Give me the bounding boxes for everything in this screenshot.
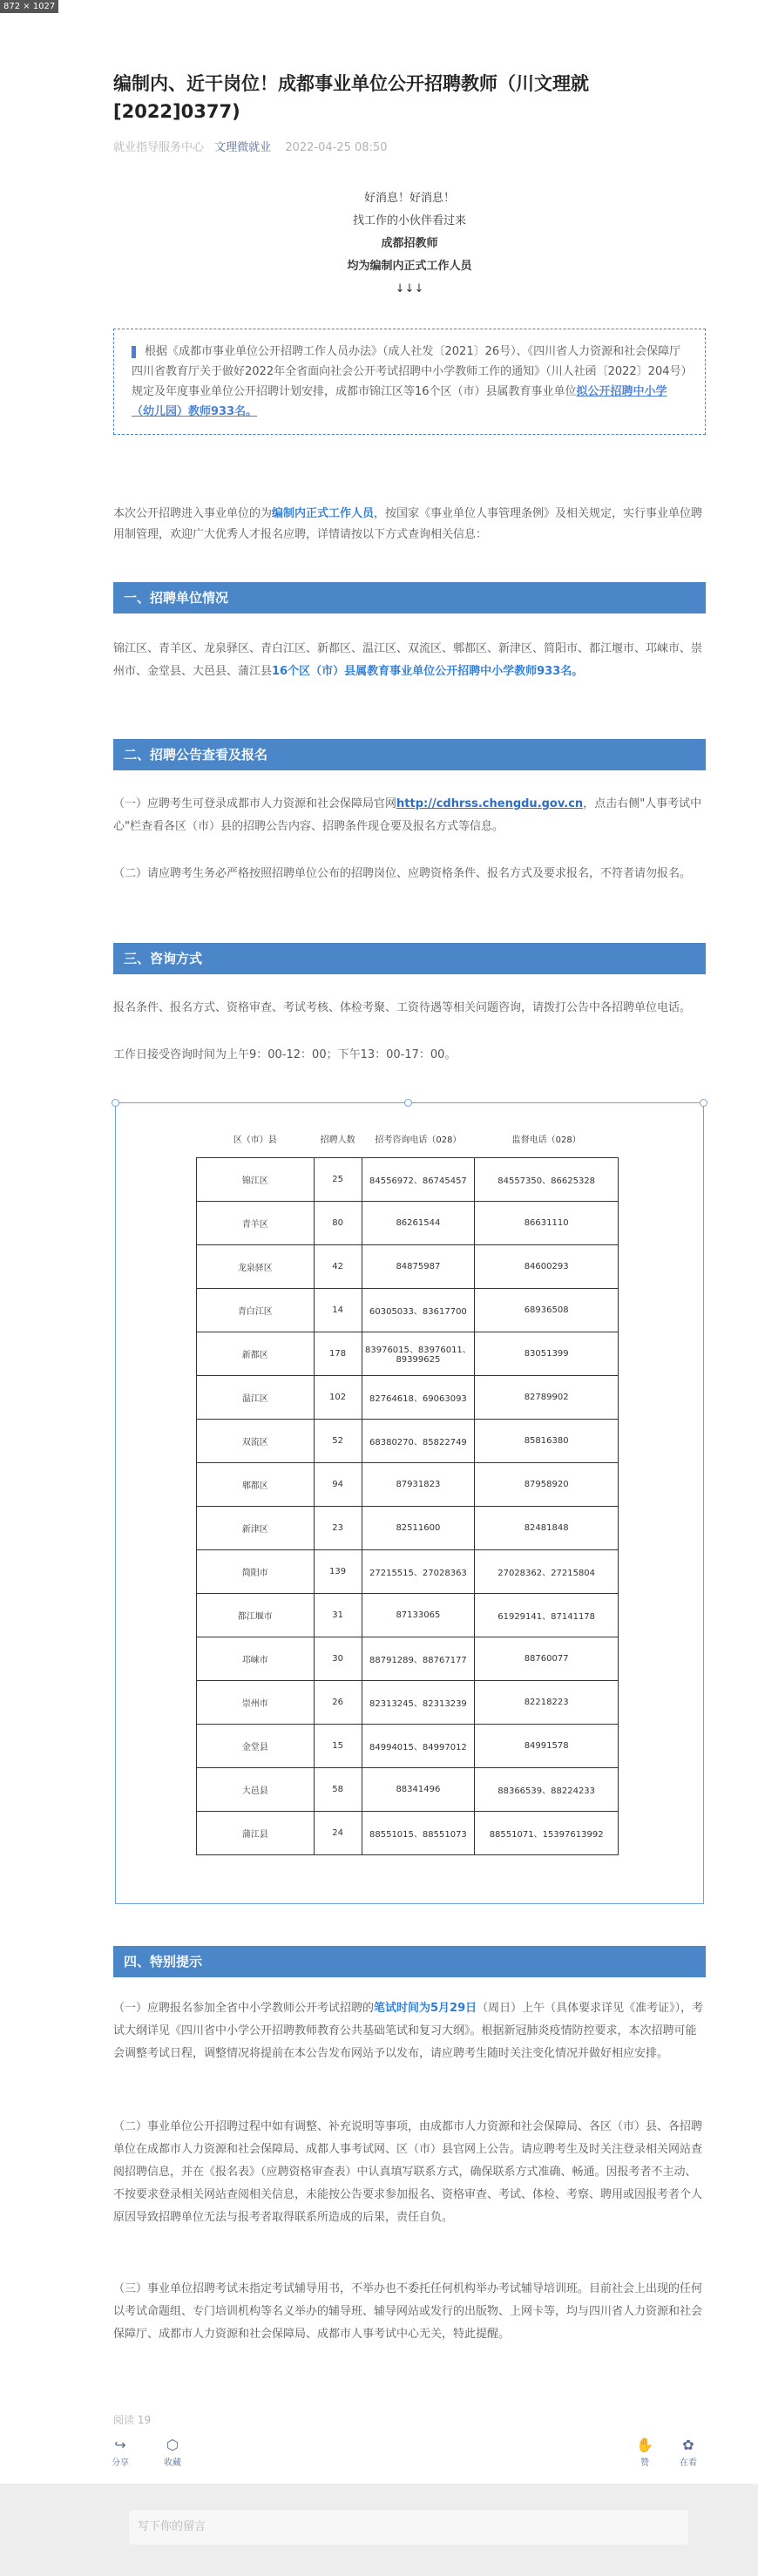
hrss-website-link[interactable]: http://cdhrss.chengdu.gov.cn: [396, 797, 584, 810]
table-cell: 84991578: [475, 1724, 619, 1767]
section-heading-2: 二、招聘公告查看及报名: [113, 739, 706, 770]
notice-box: [113, 329, 706, 435]
table-row: [197, 1157, 619, 1201]
share-action[interactable]: [112, 2437, 129, 2468]
table-cell: 88341496: [362, 1767, 475, 1811]
flower-icon: ✿: [682, 2437, 694, 2453]
body-intro-text-rest: ，按国家《事业单位人事管理条例》及相关规定，实行事业单位聘用制管理，欢迎广大优秀人才报名应聘，详情请按以下方式查询相关信息：: [113, 507, 703, 541]
share-icon: ↪: [114, 2437, 126, 2453]
table-row: [197, 1462, 619, 1506]
intro-line: 成都招教师: [381, 237, 438, 250]
table-cell: 26: [314, 1680, 362, 1724]
table-cell: 27215515、27028363: [362, 1549, 475, 1593]
table-row: [197, 1593, 619, 1637]
table-cell: 178: [314, 1332, 362, 1375]
table-cell: 温江区: [197, 1375, 315, 1419]
table-cell: 88760077: [475, 1637, 619, 1680]
table-cell: 青羊区: [197, 1201, 315, 1244]
table-cell: 88551015、88551073: [362, 1811, 475, 1854]
favorite-action[interactable]: [164, 2437, 181, 2468]
table-cell: 85816380: [475, 1419, 619, 1462]
table-cell: 82789902: [475, 1375, 619, 1419]
section-3-p2: 工作日接受咨询时间为上午9：00-12：00；下午13：00-17：00。: [113, 1048, 457, 1061]
body-intro-text: 本次公开招聘进入事业单位的为: [113, 507, 273, 520]
table-row: [197, 1419, 619, 1462]
table-row: [197, 1680, 619, 1724]
section-2-p1-text-rest: ，点击右侧"人事考试中心"栏查看各区（市）县的招聘公告内容、招聘条件现仓要及报名方式等信息。: [113, 797, 702, 833]
table-cell: 大邑县: [197, 1767, 315, 1811]
screen-size-label: 872 × 1027: [0, 0, 58, 13]
section-2-p1: [113, 793, 706, 838]
table-cell: 82764618、69063093: [362, 1375, 475, 1419]
table-cell: 金堂县: [197, 1724, 315, 1767]
table-cell: 30: [314, 1637, 362, 1680]
table-cell: 58: [314, 1767, 362, 1811]
table-cell: 86631110: [475, 1201, 619, 1244]
table-cell: 锦江区: [197, 1157, 315, 1201]
table-cell: 61929141、87141178: [475, 1593, 619, 1637]
table-cell: 94: [314, 1462, 362, 1506]
table-header-cell: 监督电话（028）: [475, 1121, 619, 1157]
table-cell: 新津区: [197, 1506, 315, 1549]
frame-corner-handle: [700, 1099, 707, 1107]
table-cell: 15: [314, 1724, 362, 1767]
table-header-cell: 招聘人数: [314, 1121, 362, 1157]
table-cell: 84875987: [362, 1244, 475, 1288]
table-cell: 龙泉驿区: [197, 1244, 315, 1288]
table-row: [197, 1637, 619, 1680]
table-row: [197, 1506, 619, 1549]
table-header-cell: 区（市）县: [197, 1121, 315, 1157]
body-intro-highlight: 编制内正式工作人员: [272, 507, 375, 520]
table-row: [197, 1724, 619, 1767]
table-cell: 23: [314, 1506, 362, 1549]
contact-table-frame: [115, 1102, 704, 1904]
frame-corner-handle: [404, 1099, 412, 1107]
table-cell: 84556972、86745457: [362, 1157, 475, 1201]
table-cell: 82511600: [362, 1506, 475, 1549]
table-row: [197, 1549, 619, 1593]
table-cell: 87133065: [362, 1593, 475, 1637]
table-cell: 简阳市: [197, 1549, 315, 1593]
table-header-row: [197, 1121, 619, 1157]
notice-highlight: 拟公开招聘中小学（幼儿园）教师933名。: [132, 385, 667, 418]
table-cell: 蒲江县: [197, 1811, 315, 1854]
thumbs-up-icon: ✋: [636, 2437, 653, 2453]
table-cell: 82218223: [475, 1680, 619, 1724]
notice-bar-icon: [132, 346, 136, 358]
table-cell: 84557350、86625328: [475, 1157, 619, 1201]
table-cell: 崇州市: [197, 1680, 315, 1724]
table-cell: 双流区: [197, 1419, 315, 1462]
table-cell: 68936508: [475, 1288, 619, 1332]
table-cell: 88366539、88224233: [475, 1767, 619, 1811]
section-4-p1-text: （一）应聘报名参加全省中小学教师公开考试招聘的: [113, 2002, 375, 2015]
intro-block: [113, 187, 706, 301]
table-cell: 83976015、83976011、89399625: [362, 1332, 475, 1375]
intro-line: 找工作的小伙伴看过来: [352, 214, 466, 227]
table-cell: 都江堰市: [197, 1593, 315, 1637]
table-cell: 25: [314, 1157, 362, 1201]
table-row: [197, 1375, 619, 1419]
comment-input[interactable]: 写下你的留言: [129, 2510, 688, 2545]
article-title: 编制内、近干岗位！成都事业单位公开招聘教师（川文理就[2022]0377): [113, 73, 589, 122]
table-cell: 27028362、27215804: [475, 1549, 619, 1593]
notice-text: 根据《成都市事业单位公开招聘工作人员办法》（成人社发〔2021〕26号）、《四川省人力资源和社会保障厅四川省教育厅关于做好2022年全省面向社会公开考试招聘中小学教师工作的通知》（川人社函〔2022〕204号）规定及年度事业单位公开招聘计划安排，成都市锦江区等16个区（市）县属教育事业单位: [132, 345, 687, 398]
contact-table: [196, 1121, 619, 1855]
section-3-p1: 报名条件、报名方式、资格审查、考试考核、体检考聚、工资待遇等相关问题咨询，请拨打公告中各招聘单位电话。: [113, 1001, 692, 1014]
table-cell: 84600293: [475, 1244, 619, 1288]
table-row: [197, 1244, 619, 1288]
table-cell: 24: [314, 1811, 362, 1854]
table-cell: 139: [314, 1549, 362, 1593]
section-4-p1-text-rest: （周日）上午（具体要求详见《准考证》），考试大纲详见《四川省中小学公开招聘教师教育公共基础笔试和复习大纲》。根据新冠肺炎疫情防控要求，本次招聘可能会调整考试日程，调整情况将提前在本公告发布网站予以发布，请应聘考生随时关注变化情况并做好相应安排。: [113, 2002, 704, 2060]
section-2-p1-text: （一）应聘考生可登录成都市人力资源和社会保障局官网: [113, 797, 397, 810]
section-4-p2: （二）事业单位公开招聘过程中如有调整、补充说明等事项，由成都市人力资源和社会保障局、各区（市）县、各招聘单位在成都市人力资源和社会保障局、成都人事考试网、区（市）县官网上公告。请应聘考生及时关注登录相关网站查阅招聘信息，并在《报名表》（应聘资格审查表）中认真填写联系方式，确保联系方式准确、畅通。因报考者不主动、不按要求登录相关网站查阅相关信息，未能按公告要求参加报名、资格审查、考试、体检、考察、聘用或因报考者个人原因导致招聘单位无法与报考者取得联系所造成的后果，责任自负。: [113, 2120, 703, 2224]
table-row: [197, 1811, 619, 1854]
cube-icon: ⬡: [166, 2437, 179, 2453]
publish-date: 2022-04-25 08:50: [285, 141, 388, 154]
share-label: 分享: [112, 2458, 129, 2468]
table-cell: 68380270、85822749: [362, 1419, 475, 1462]
section-heading-3: 三、咨询方式: [113, 943, 706, 974]
table-cell: 88551071、15397613992: [475, 1811, 619, 1854]
table-cell: 86261544: [362, 1201, 475, 1244]
table-cell: 52: [314, 1419, 362, 1462]
table-cell: 14: [314, 1288, 362, 1332]
table-cell: 82481848: [475, 1506, 619, 1549]
table-cell: 新都区: [197, 1332, 315, 1375]
table-row: [197, 1201, 619, 1244]
article: [113, 70, 706, 435]
table-cell: 80: [314, 1201, 362, 1244]
section-1-text: [113, 638, 706, 683]
body-intro: [113, 504, 706, 546]
section-heading-1: 一、招聘单位情况: [113, 582, 706, 613]
table-cell: 31: [314, 1593, 362, 1637]
table-cell: 83051399: [475, 1332, 619, 1375]
table-cell: 102: [314, 1375, 362, 1419]
table-cell: 82313245、82313239: [362, 1680, 475, 1724]
table-cell: 邛崃市: [197, 1637, 315, 1680]
table-cell: 郫都区: [197, 1462, 315, 1506]
table-cell: 88791289、88767177: [362, 1637, 475, 1680]
down-arrows: ↓↓↓: [395, 282, 424, 295]
table-cell: 60305033、83617700: [362, 1288, 475, 1332]
table-cell: 42: [314, 1244, 362, 1288]
wow-action[interactable]: [680, 2437, 697, 2468]
table-cell: 87931823: [362, 1462, 475, 1506]
like-label: 赞: [640, 2458, 649, 2468]
section-1-highlight: 16个区（市）县属教育事业单位公开招聘中小学教师933名。: [272, 665, 584, 678]
section-2-p2: （二）请应聘考生务必严格按照招聘单位公布的招聘岗位、应聘资格条件、报名方式及要求报名，不符者请勿报名。: [113, 867, 692, 880]
account-link[interactable]: 文理微就业: [214, 141, 272, 154]
article-meta: [113, 138, 706, 154]
table-row: [197, 1332, 619, 1375]
table-cell: 青白江区: [197, 1288, 315, 1332]
frame-corner-handle: [112, 1099, 119, 1107]
section-4-p3: （三）事业单位招聘考试未指定考试辅导用书，不举办也不委托任何机构举办考试辅导培训班。目前社会上出现的任何以考试命题组、专门培训机构等名义举办的辅导班、辅导网站或发行的出版物、上网卡等，均与四川省人力资源和社会保障厅、成都市人力资源和社会保障局、成都市人事考试中心无关，特此提醒。: [113, 2282, 703, 2341]
like-action[interactable]: [636, 2437, 653, 2468]
table-cell: 84994015、84997012: [362, 1724, 475, 1767]
wow-label: 在看: [680, 2458, 697, 2468]
intro-line: 均为编制内正式工作人员: [347, 260, 472, 273]
author-name: 就业指导服务中心: [113, 141, 205, 154]
section-4-p1: [113, 1997, 706, 2065]
section-heading-4: 四、特别提示: [113, 1946, 706, 1977]
table-row: [197, 1767, 619, 1811]
favorite-label: 收藏: [164, 2458, 181, 2468]
read-count: 阅读 19: [113, 2414, 152, 2426]
table-header-cell: 招考咨询电话（028）: [362, 1121, 475, 1157]
comment-area: [0, 2484, 758, 2576]
table-cell: 87958920: [475, 1462, 619, 1506]
exam-date-highlight: 笔试时间为5月29日: [374, 2002, 477, 2015]
intro-line: 好消息！好消息！: [363, 192, 455, 205]
section-1-body: 锦江区、青羊区、龙泉驿区、青白江区、新都区、温江区、双流区、郫都区、新津区、简阳市、都江堰市、邛崃市、崇州市、金堂县、大邑县、蒲江县: [113, 642, 703, 678]
table-row: [197, 1288, 619, 1332]
